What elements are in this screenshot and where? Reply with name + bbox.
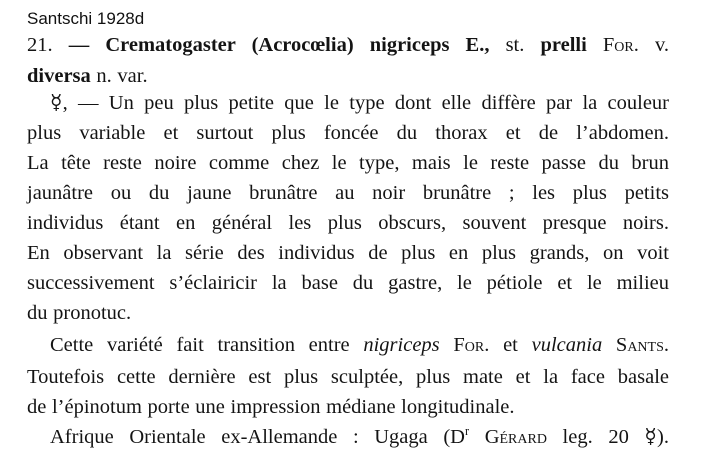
subspecies-author: For.	[586, 34, 639, 56]
taxon-nigriceps: nigriceps	[363, 334, 440, 356]
comparison-line-2: Toutefois cette dernière est plus sculptée, plus mate et la face basale	[27, 366, 669, 388]
description-line-1: ☿, — Un peu plus petite que le type dont elle diffère par la couleur	[50, 92, 669, 114]
heading-dash: —	[52, 34, 106, 56]
comparison-line-1	[50, 335, 669, 356]
variety-name: diversa	[27, 65, 91, 87]
locality-line	[50, 424, 669, 448]
description-line-4: jaunâtre ou du jaune brunâtre au noir brunâtre ; les plus petits	[27, 182, 669, 204]
species-heading	[27, 35, 669, 56]
rank-label: st.	[489, 34, 541, 56]
taxon-vulcania: vulcania	[531, 334, 603, 356]
genus-name: Crematogaster (Acrocœlia) nigriceps	[105, 34, 450, 56]
new-variety-label: n. var.	[90, 65, 148, 87]
subspecies-name: prelli	[540, 34, 587, 56]
description-line-6: En observant la série des individus de plus en plus grands, on voit	[27, 242, 669, 264]
title-superscript: r	[464, 424, 470, 439]
collector-name: Gérard	[469, 426, 547, 448]
species-heading-continued	[27, 66, 148, 87]
species-author: E.,	[449, 34, 490, 56]
citation-label: Santschi 1928d	[27, 9, 145, 28]
description-line-2: plus variable et surtout plus foncée du thorax et de l’abdomen.	[27, 122, 669, 144]
locality-text: Afrique Orientale ex-Allemande : Ugaga (D	[50, 426, 465, 448]
description-line-5: individus étant en général les plus obscurs, souvent presque noirs.	[27, 212, 669, 234]
comparison-intro: Cette variété fait transition entre	[50, 334, 364, 356]
author-sants: Sants.	[602, 334, 670, 356]
author-for: For.	[439, 334, 490, 356]
comparison-line-3: de l’épinotum porte une impression médiane longitudinale.	[27, 396, 515, 418]
conjunction-et: et	[489, 334, 532, 356]
entry-number: 21.	[27, 34, 53, 56]
description-line-7: successivement s’éclairicir la base du gastre, le pétiole et le milieu	[27, 272, 669, 294]
description-line-8: du pronotuc.	[27, 302, 132, 324]
description-line-3: La tête reste noire comme chez le type, mais le reste passe du brun	[27, 152, 669, 174]
specimen-count: leg. 20 ☿).	[546, 426, 669, 448]
variety-rank: v.	[638, 34, 670, 56]
